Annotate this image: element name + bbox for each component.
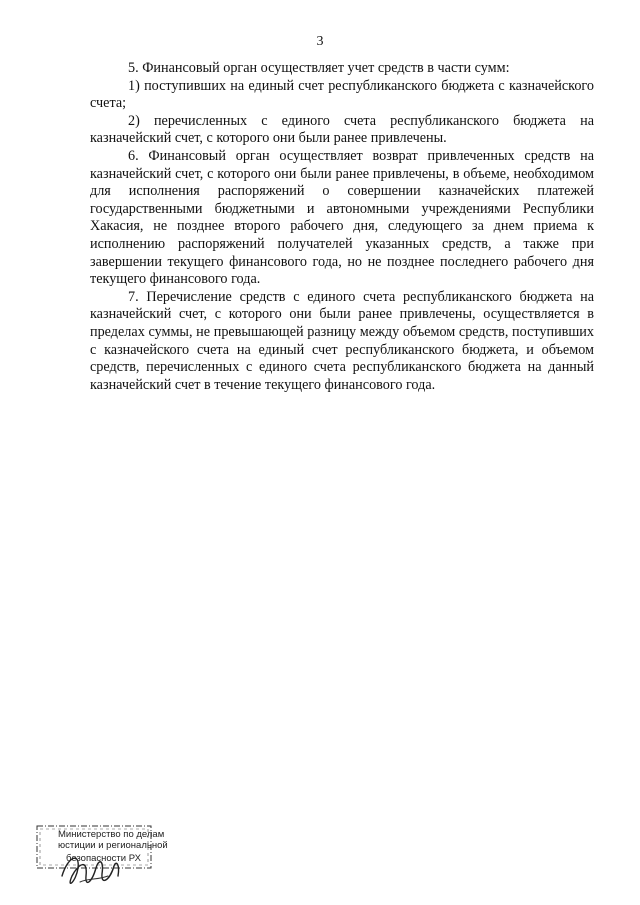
stamp-line-1: Министерство по делам <box>58 829 165 840</box>
paragraph-6: 6. Финансовый орган осуществляет возврат привлеченных средств на казначейский счет, с которого они были ранее привлечены, в объеме, необходимом для исполнения распоряжений о совершении казначейских платежей государственными бюджетными и автономными учреждениями Республики Хакасия, не позднее второго рабочего дня, следующего за днем приема к исполнению распоряжений получателей указанных средств, а также при завершении текущего финансового года, но не позднее последнего рабочего дня текущего финансового года. <box>90 147 594 288</box>
paragraph-7: 7. Перечисление средств с единого счета республиканского бюджета на казначейский счет, с которого они были ранее привлечены, осуществляется в пределах суммы, не превышающей разницу между объемом средств, поступивших с казначейского счета на единый счет республиканского бюджета, и объемом средств, перечисленных с единого счета республиканского бюджета на данный казначейский счет в течение текущего финансового года. <box>90 288 594 393</box>
paragraph-5-item-2: 2) перечисленных с единого счета республиканского бюджета на казначейский счет, с которого они были ранее привлечены. <box>90 112 594 147</box>
signature-icon <box>58 846 138 896</box>
paragraph-5: 5. Финансовый орган осуществляет учет средств в части сумм: <box>128 60 510 76</box>
document-body <box>90 60 594 394</box>
stamp-line-2: юстиции и региональной <box>58 840 168 851</box>
page-number: 3 <box>316 34 324 49</box>
paragraph-5-item-1: 1) поступивших на единый счет республиканского бюджета с казначейского счета; <box>90 77 594 112</box>
stamp-line-3: безопасности РХ <box>66 853 141 864</box>
